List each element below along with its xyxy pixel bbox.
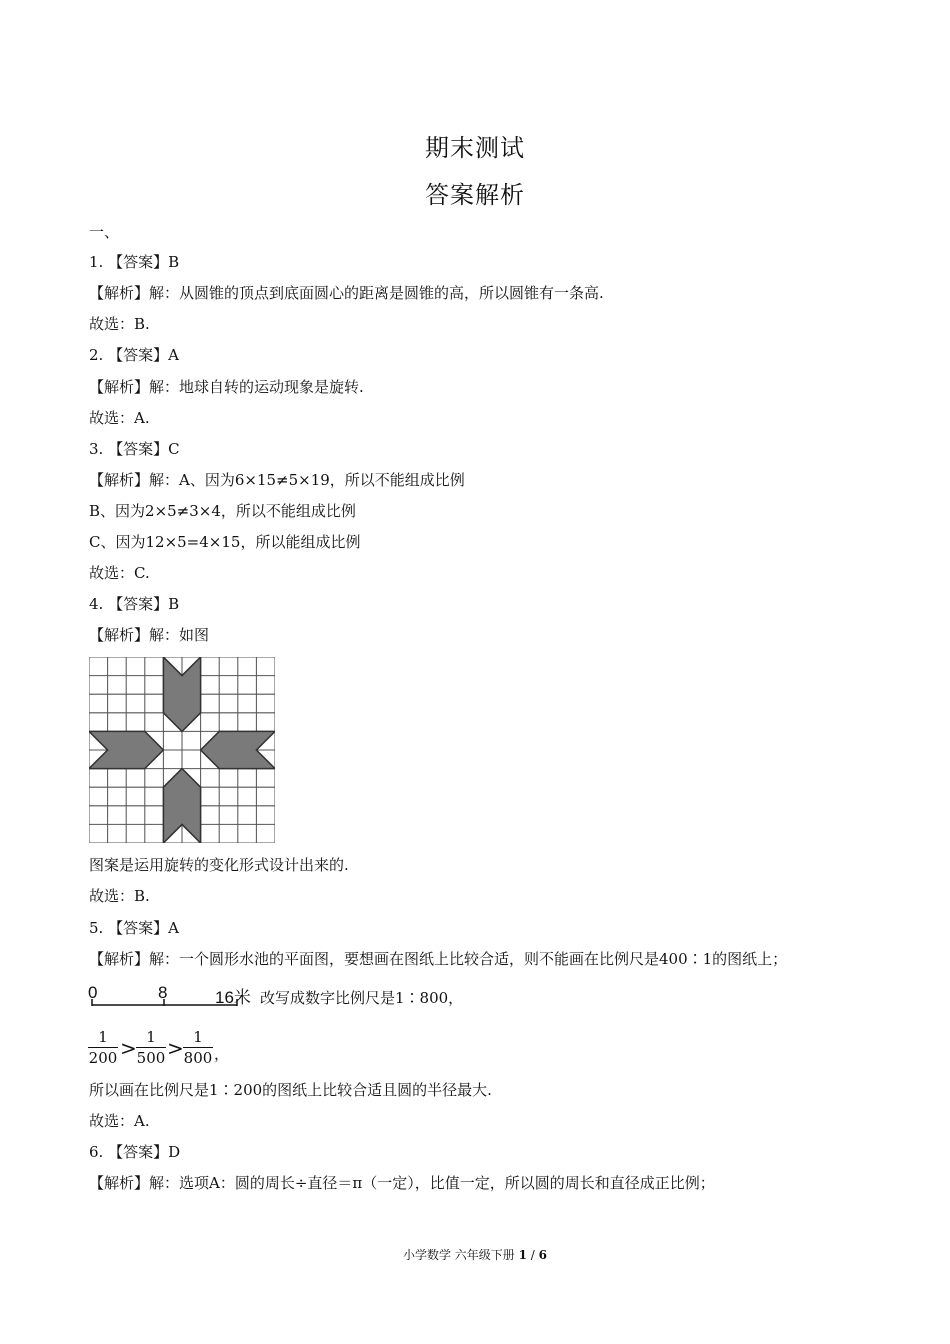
footer-separator: / (526, 1248, 539, 1262)
q3-option-b: B、因为2×5≠3×4，所以不能组成比例 (89, 502, 356, 520)
q3-answer: 3. 【答案】C (89, 440, 180, 458)
fraction-denominator: 500 (136, 1049, 166, 1067)
q3-analysis: 【解析】解：A、因为6×15≠5×19，所以不能组成比例 (89, 471, 465, 489)
q5-conclusion: 所以画在比例尺是1∶200的图纸上比较合适且圆的半径最大. (89, 1081, 492, 1099)
page-footer (0, 1246, 950, 1263)
footer-page-total: 6 (538, 1248, 548, 1262)
scale-label-8: 8 (158, 983, 168, 1002)
q5-scale-text: 改写成数字比例尺是1∶800， (260, 989, 464, 1007)
q4-answer: 4. 【答案】B (89, 595, 180, 613)
section-heading: 一、 (89, 223, 120, 241)
fraction-comma: ， (214, 1045, 230, 1063)
footer-text: 小学数学 六年级下册 (402, 1248, 519, 1262)
fraction-1-500 (134, 1028, 168, 1068)
q3-option-c: C、因为12×5=4×15，所以能组成比例 (89, 533, 361, 551)
fraction-denominator: 200 (88, 1049, 118, 1067)
q1-analysis: 【解析】解：从圆锥的顶点到底面圆心的距离是圆锥的高，所以圆锥有一条高. (89, 284, 604, 302)
q2-analysis: 【解析】解：地球自转的运动现象是旋转. (89, 378, 364, 396)
q5-choice: 故选：A. (89, 1112, 150, 1130)
q2-choice: 故选：A. (89, 409, 150, 427)
greater-than-symbol: > (120, 1036, 137, 1060)
q6-analysis: 【解析】解：选项A：圆的周长÷直径＝π（一定），比值一定，所以圆的周长和直径成正比例； (89, 1174, 715, 1192)
footer-page-number: 1 (518, 1248, 527, 1262)
q3-choice: 故选：C. (89, 564, 150, 582)
fraction-1-200 (86, 1028, 120, 1068)
fraction-denominator: 800 (183, 1049, 213, 1067)
q2-answer: 2. 【答案】A (89, 346, 179, 364)
scale-label-16: 16米 (215, 988, 251, 1007)
q1-choice: 故选：B. (89, 315, 150, 333)
q1-answer: 1. 【答案】B (89, 253, 180, 271)
page-subtitle: 答案解析 (425, 181, 525, 209)
q6-answer: 6. 【答案】D (89, 1143, 181, 1161)
q4-conclusion: 图案是运用旋转的变化形式设计出来的. (89, 856, 349, 874)
fraction-1-800 (181, 1028, 215, 1068)
fraction-numerator: 1 (193, 1028, 203, 1046)
q4-choice: 故选：B. (89, 887, 150, 905)
fraction-numerator: 1 (98, 1028, 108, 1046)
greater-than-symbol: > (167, 1036, 184, 1060)
page-title: 期末测试 (425, 134, 525, 162)
fraction-numerator: 1 (146, 1028, 156, 1046)
scale-bar (89, 985, 259, 1015)
rotation-pattern-figure (89, 657, 275, 843)
q4-analysis: 【解析】解：如图 (89, 626, 210, 644)
q5-answer: 5. 【答案】A (89, 919, 179, 937)
q5-analysis: 【解析】解：一个圆形水池的平面图，要想画在图纸上比较合适，则不能画在比例尺是400∶1的图纸上； (89, 950, 788, 968)
scale-label-0: 0 (88, 983, 98, 1002)
